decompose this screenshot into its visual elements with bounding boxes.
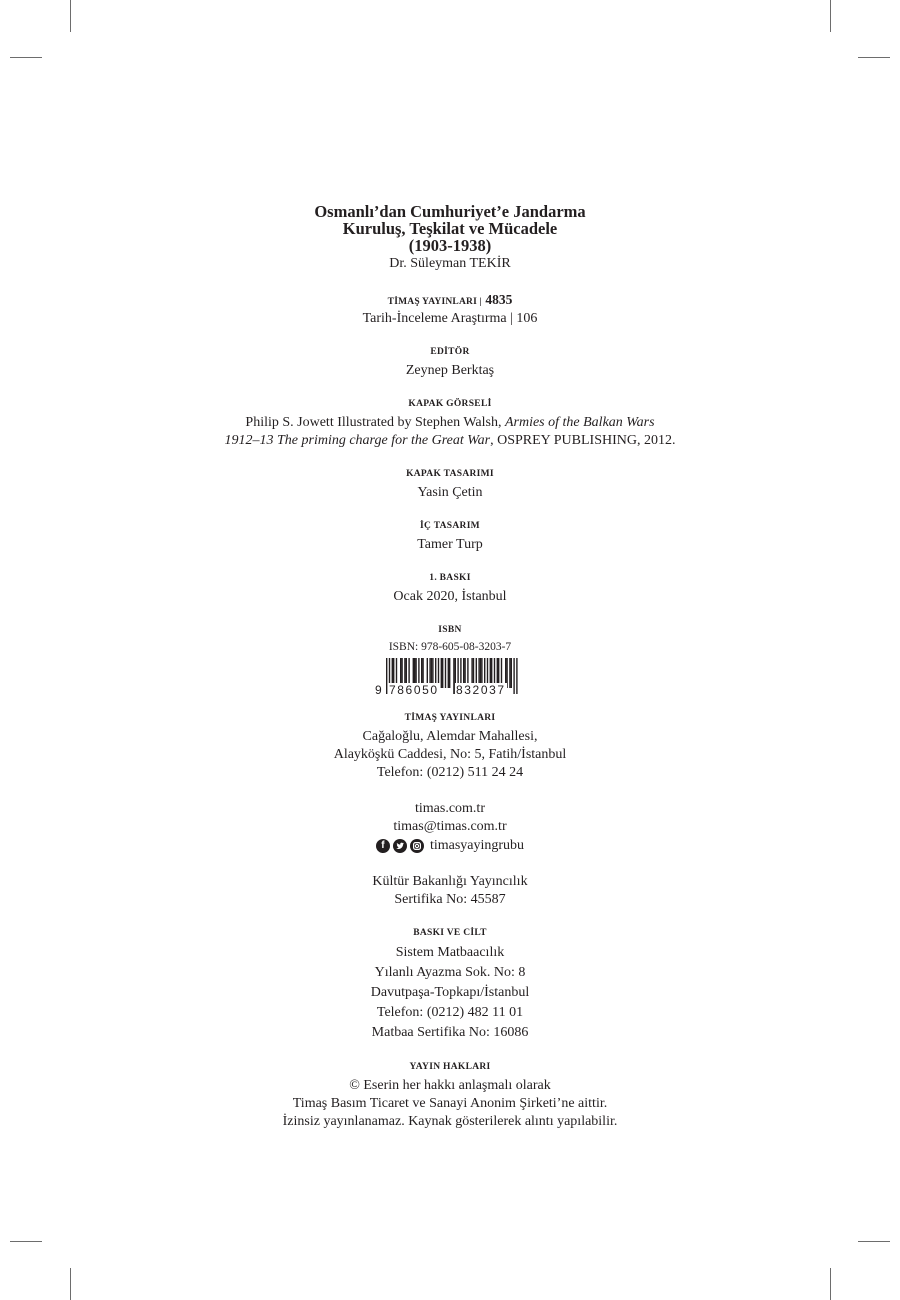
publisher-address-2: Alayköşkü Caddesi, No: 5, Fatih/İstanbul — [333, 747, 567, 762]
cover-image-credit-italic: Armies of the Balkan Wars — [504, 415, 655, 430]
cover-image-credit-italic-2: 1912–13 The priming charge for the Great War — [224, 433, 491, 448]
series-publisher-number: 4835 — [485, 292, 513, 307]
publisher-phone: Telefon: (0212) 511 24 24 — [376, 765, 524, 780]
interior-design-name: Tamer Turp — [417, 537, 483, 552]
cover-image-credit-plain: Philip S. Jowett Illustrated by Stephen Walsh, — [245, 415, 505, 430]
social-links — [376, 837, 524, 855]
rights-line-2: Timaş Basım Ticaret ve Sanayi Anonim Şirketi’ne aittir. — [292, 1096, 608, 1111]
cover-design-name: Yasin Çetin — [417, 485, 483, 500]
publisher-email[interactable]: timas@timas.com.tr — [393, 819, 507, 834]
ministry-line-1: Kültür Bakanlığı Yayıncılık — [372, 874, 528, 889]
facebook-icon[interactable]: f — [376, 839, 390, 853]
editor-section — [0, 346, 900, 380]
isbn-value: ISBN: 978-605-08-3203-7 — [388, 641, 512, 653]
series-block — [0, 292, 900, 328]
book-title-line-1: Osmanlı’dan Cumhuriyet’e Jandarma — [314, 202, 586, 221]
edition-value: Ocak 2020, İstanbul — [393, 589, 507, 604]
rights-line-1: © Eserin her hakkı anlaşmalı olarak — [349, 1078, 551, 1093]
printing-line-3: Davutpaşa-Topkapı/İstanbul — [370, 985, 530, 1000]
series-publisher-label: TİMAŞ YAYINLARI | — [387, 297, 482, 307]
printing-line-2: Yılanlı Ayazma Sok. No: 8 — [374, 965, 526, 980]
printing-line-4: Telefon: (0212) 482 11 01 — [376, 1005, 524, 1020]
crop-mark-top-right — [830, 0, 831, 32]
printing-label: BASKI VE CİLT — [413, 928, 487, 938]
edition-label: 1. BASKI — [429, 573, 471, 583]
book-title-line-2: Kuruluş, Teşkilat ve Mücadele — [342, 219, 558, 238]
cover-image-credit-line-2 — [0, 432, 900, 450]
crop-mark-right-bottom — [858, 1241, 890, 1242]
printing-line-5: Matbaa Sertifika No: 16086 — [371, 1025, 529, 1040]
publisher-label: TİMAŞ YAYINLARI — [404, 713, 496, 723]
barcode-digit-first: 9 — [375, 683, 384, 697]
crop-mark-left-bottom — [10, 1241, 42, 1242]
publisher-address-1: Cağaloğlu, Alemdar Mahallesi, — [362, 729, 538, 744]
isbn-section — [0, 624, 900, 697]
crop-mark-bottom-left — [70, 1268, 71, 1300]
book-author: Dr. Süleyman TEKİR — [389, 256, 511, 271]
cover-image-credit-line-1 — [0, 414, 900, 432]
cover-design-label: KAPAK TASARIMI — [406, 469, 494, 479]
cover-design-section — [0, 468, 900, 502]
interior-design-label: İÇ TASARIM — [420, 521, 480, 531]
book-title-line-3: (1903-1938) — [408, 236, 492, 255]
instagram-icon[interactable] — [410, 839, 424, 853]
barcode-digits — [375, 683, 525, 697]
cover-image-credit-plain-2: , OSPREY PUBLISHING, 2012. — [490, 433, 676, 448]
rights-section — [0, 1061, 900, 1131]
twitter-icon[interactable] — [393, 839, 407, 853]
series-publisher-line — [0, 292, 900, 310]
social-handle[interactable]: timasyayingrubu — [429, 838, 525, 853]
rights-label: YAYIN HAKLARI — [409, 1062, 491, 1072]
crop-mark-bottom-right — [830, 1268, 831, 1300]
crop-mark-right-top — [858, 57, 890, 58]
crop-mark-top-left — [70, 0, 71, 32]
isbn-barcode — [375, 658, 525, 697]
edition-section — [0, 572, 900, 606]
editor-name: Zeynep Berktaş — [405, 363, 495, 378]
rights-line-3: İzinsiz yayınlanamaz. Kaynak gösterilerek alıntı yapılabilir. — [282, 1114, 618, 1129]
cover-image-section — [0, 398, 900, 450]
cover-image-label: KAPAK GÖRSELİ — [408, 399, 492, 409]
interior-design-section — [0, 520, 900, 554]
ministry-line-2: Sertifika No: 45587 — [394, 892, 506, 907]
publisher-section — [0, 712, 900, 909]
editor-label: EDİTÖR — [430, 347, 470, 357]
printing-line-1: Sistem Matbaacılık — [395, 945, 505, 960]
copyright-page — [0, 203, 900, 1131]
barcode-digits-right: 832037 — [456, 683, 506, 697]
publisher-social-line — [0, 836, 900, 855]
title-block — [0, 203, 900, 273]
printing-section — [0, 927, 900, 1043]
barcode-digits-left: 786050 — [389, 683, 439, 697]
publisher-website[interactable]: timas.com.tr — [415, 801, 485, 816]
crop-mark-left-top — [10, 57, 42, 58]
isbn-label: ISBN — [438, 625, 462, 635]
series-subseries: Tarih-İnceleme Araştırma | 106 — [362, 311, 538, 326]
